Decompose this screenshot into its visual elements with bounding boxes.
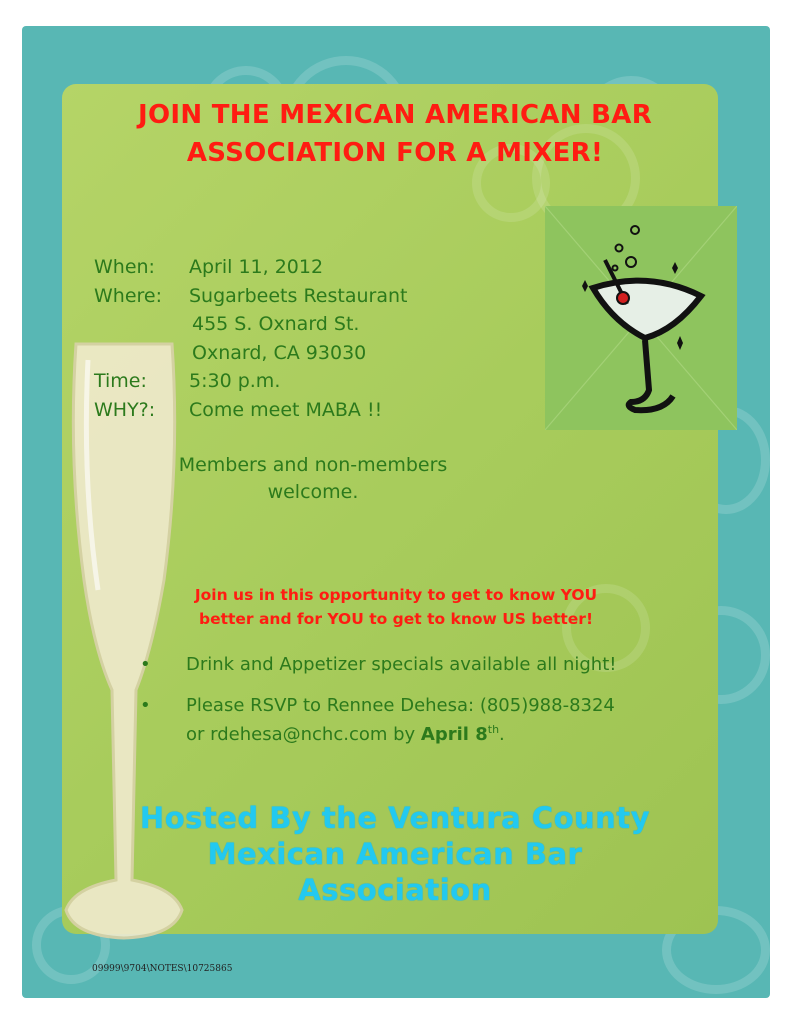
when-label: When: xyxy=(94,256,155,278)
why-row xyxy=(94,396,407,425)
when-value: April 11, 2012 xyxy=(189,256,324,278)
where-row xyxy=(94,282,407,311)
cocktail-image xyxy=(545,206,737,430)
where-row-2 xyxy=(94,310,407,339)
list-item xyxy=(140,694,720,747)
document-number: 09999\9704\NOTES\10725865 xyxy=(92,964,233,974)
why-label: WHY?: xyxy=(94,398,156,421)
rsvp-deadline-suffix: th xyxy=(487,723,500,736)
specials-list xyxy=(140,653,720,764)
time-label: Time: xyxy=(94,370,147,392)
hosted-line-3: Association xyxy=(298,873,492,907)
time-row xyxy=(94,367,407,396)
list-item xyxy=(140,653,720,677)
bullet-icon: • xyxy=(140,695,151,716)
join-line-2: better and for YOU to get to know US better! xyxy=(198,610,594,628)
hosted-line-2: Mexican American Bar xyxy=(207,837,583,871)
event-details xyxy=(94,253,407,424)
join-us-text xyxy=(110,583,682,631)
title-line-2: ASSOCIATION FOR A MIXER! xyxy=(186,138,604,168)
where-line-2: 455 S. Oxnard St. xyxy=(192,313,360,335)
hosted-line-1: Hosted By the Ventura County xyxy=(139,801,651,835)
when-row xyxy=(94,253,407,282)
rsvp-deadline: April 8 xyxy=(420,724,488,745)
where-label: Where: xyxy=(94,284,163,307)
martini-glass-illustration xyxy=(545,206,737,430)
join-line-1: Join us in this opportunity to get to know YOU xyxy=(194,586,598,604)
bullet-icon: • xyxy=(140,654,151,675)
where-line-1: Sugarbeets Restaurant xyxy=(189,284,408,307)
time-value: 5:30 p.m. xyxy=(189,370,281,392)
flyer-title xyxy=(80,96,710,172)
welcome-line-2: welcome. xyxy=(267,481,359,503)
where-line-3: Oxnard, CA 93030 xyxy=(192,341,367,364)
rsvp-line-1: Please RSVP to Rennee Dehesa: (805)988-8324 xyxy=(186,695,615,716)
where-row-3 xyxy=(94,339,407,368)
why-value: Come meet MABA !! xyxy=(189,398,383,421)
hosted-by-text xyxy=(96,800,694,908)
rsvp-line-2: or rdehesa@nchc.com by xyxy=(186,724,416,745)
welcome-line-1: Members and non-members xyxy=(178,454,448,476)
welcome-text xyxy=(130,452,496,506)
title-line-1: JOIN THE MEXICAN AMERICAN BAR xyxy=(137,100,653,130)
bullet-text-1: Drink and Appetizer specials available all night! xyxy=(186,654,617,675)
rsvp-end: . xyxy=(499,724,505,745)
